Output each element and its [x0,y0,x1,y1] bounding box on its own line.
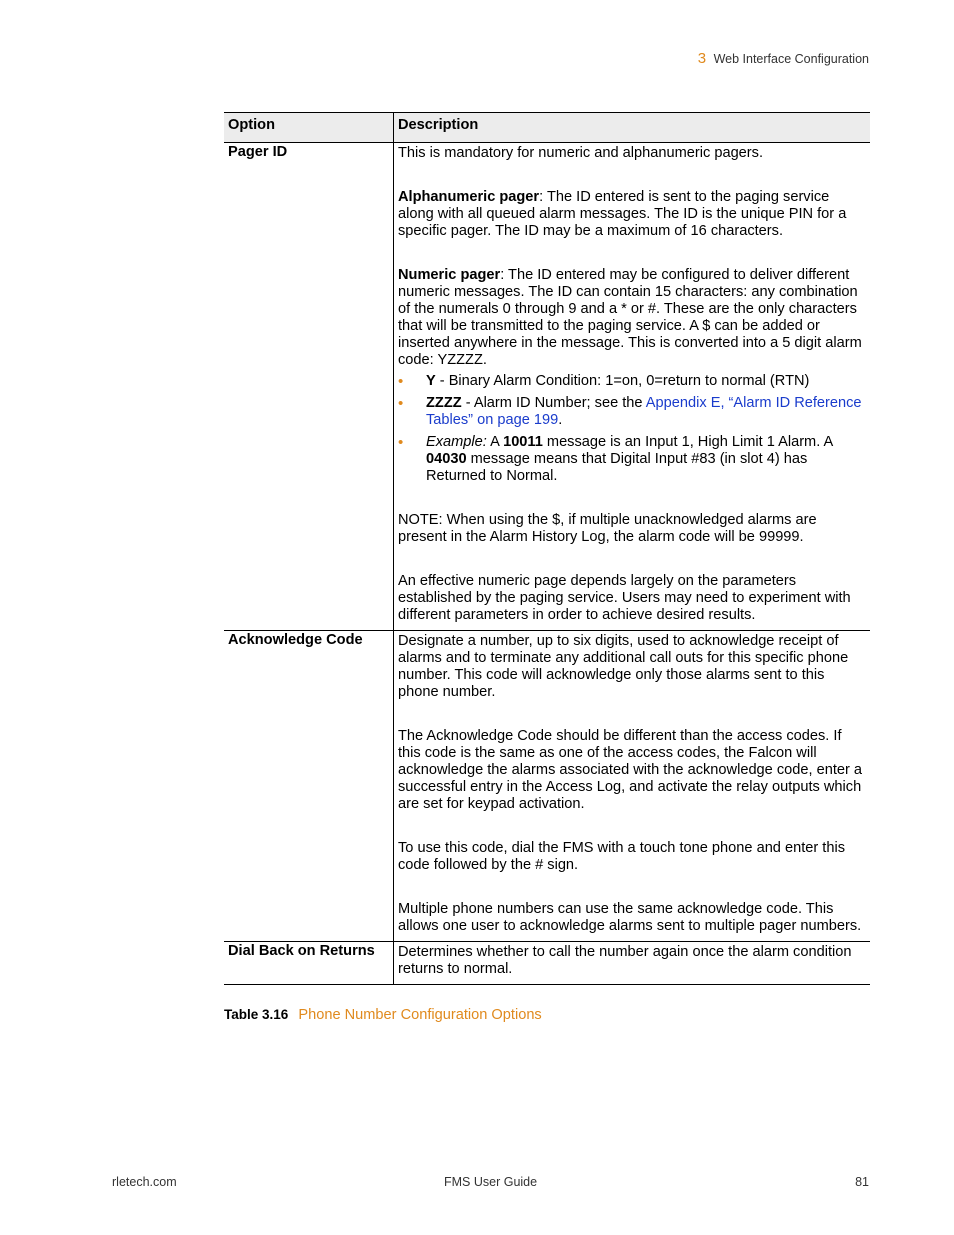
pager-effective: An effective numeric page depends largely on the parameters established by the paging service. Users may need to experiment with different parameters in order to achieve desired results. [398,573,851,623]
table-row-acknowledge-code [224,631,870,942]
pager-alphanumeric [398,189,866,240]
example-code-2: 04030 [426,451,467,467]
table-row-pager-id [224,143,870,631]
bullet-y-term: Y [426,373,436,389]
chapter-number: 3 [697,50,707,67]
option-pager-id: Pager ID [224,143,394,631]
caption-text: Phone Number Configuration Options [298,1007,542,1023]
bullet-zzzz-end: . [558,412,563,428]
list-item [398,434,866,485]
list-item [398,395,866,429]
alphanumeric-text: : The ID entered is sent to the paging service along with all queued alarm messages. The ID is the unique PIN for a specific pager. The ID may be a maximum of 16 characters. [398,189,847,239]
option-dial-back: Dial Back on Returns [224,942,394,985]
appendix-e-link[interactable]: Appendix E, “Alarm ID Reference Tables” on page 199 [426,395,862,428]
bullet-y-text: - Binary Alarm Condition: 1=on, 0=return to normal (RTN) [435,373,810,389]
dialback-paragraph: Determines whether to call the number again once the alarm condition returns to normal. [398,944,852,977]
pager-numeric [398,267,866,369]
pager-intro: This is mandatory for numeric and alphanumeric pagers. [398,145,764,161]
ack-paragraph-1: Designate a number, up to six digits, used to acknowledge receipt of alarms and to terminate any additional call outs for this specific phone number. This code will acknowledge only those alarms sent to this phone number. [398,633,849,700]
ack-paragraph-3: To use this code, dial the FMS with a touch tone phone and enter this code followed by the # sign. [398,840,846,873]
list-item [398,373,866,390]
example-text-c: message means that Digital Input #83 (in slot 4) has Returned to Normal. [426,451,808,484]
example-code-1: 10011 [503,434,543,450]
page-number: 81 [855,1175,869,1189]
caption-label: Table 3.16 [224,1007,289,1022]
ack-paragraph-2: The Acknowledge Code should be different than the access codes. If this code is the same as one of the access codes, the Falcon will acknowledge the alarms associated with the acknowledge code, enter a successful entry in the Access Log, and activate the relay outputs which are set for keypad activation. [398,728,863,812]
option-acknowledge-code: Acknowledge Code [224,631,394,942]
description-acknowledge-code [394,631,871,942]
numeric-text: : The ID entered may be configured to deliver different numeric messages. The ID can contain 15 characters: any combination of the numerals 0 through 9 and a * or #. These are the only characters that will be transmitted to the paging service. A $ can be added or inserted anywhere in the message. This is converted into a 5 digit alarm code: YZZZZ. [398,267,862,368]
ack-paragraph-4: Multiple phone numbers can use the same acknowledge code. This allows one user to acknowledge alarms sent to multiple pager numbers. [398,901,862,934]
column-header-description: Description [394,113,871,143]
example-text-a: A [486,434,504,450]
example-label: Example: [426,434,487,450]
bullet-zzzz-text: - Alarm ID Number; see the [461,395,646,411]
footer-title: FMS User Guide [444,1175,538,1189]
table-row-dial-back [224,942,870,985]
footer-site: rletech.com [112,1175,177,1189]
running-header [698,50,869,67]
table-header-row [224,113,870,143]
chapter-title: Web Interface Configuration [713,52,869,66]
bullet-zzzz-term: ZZZZ [426,395,462,411]
numeric-label: Numeric pager [398,267,501,283]
column-header-option: Option [224,113,394,143]
example-text-b: message is an Input 1, High Limit 1 Alarm. A [542,434,833,450]
description-dial-back [394,942,871,985]
alphanumeric-label: Alphanumeric pager [398,189,540,205]
options-table [224,112,870,985]
description-pager-id [394,143,871,631]
pager-note: NOTE: When using the $, if multiple unacknowledged alarms are present in the Alarm History Log, the alarm code will be 99999. [398,512,817,545]
table-caption [224,1007,542,1023]
alarm-code-list [398,373,866,485]
